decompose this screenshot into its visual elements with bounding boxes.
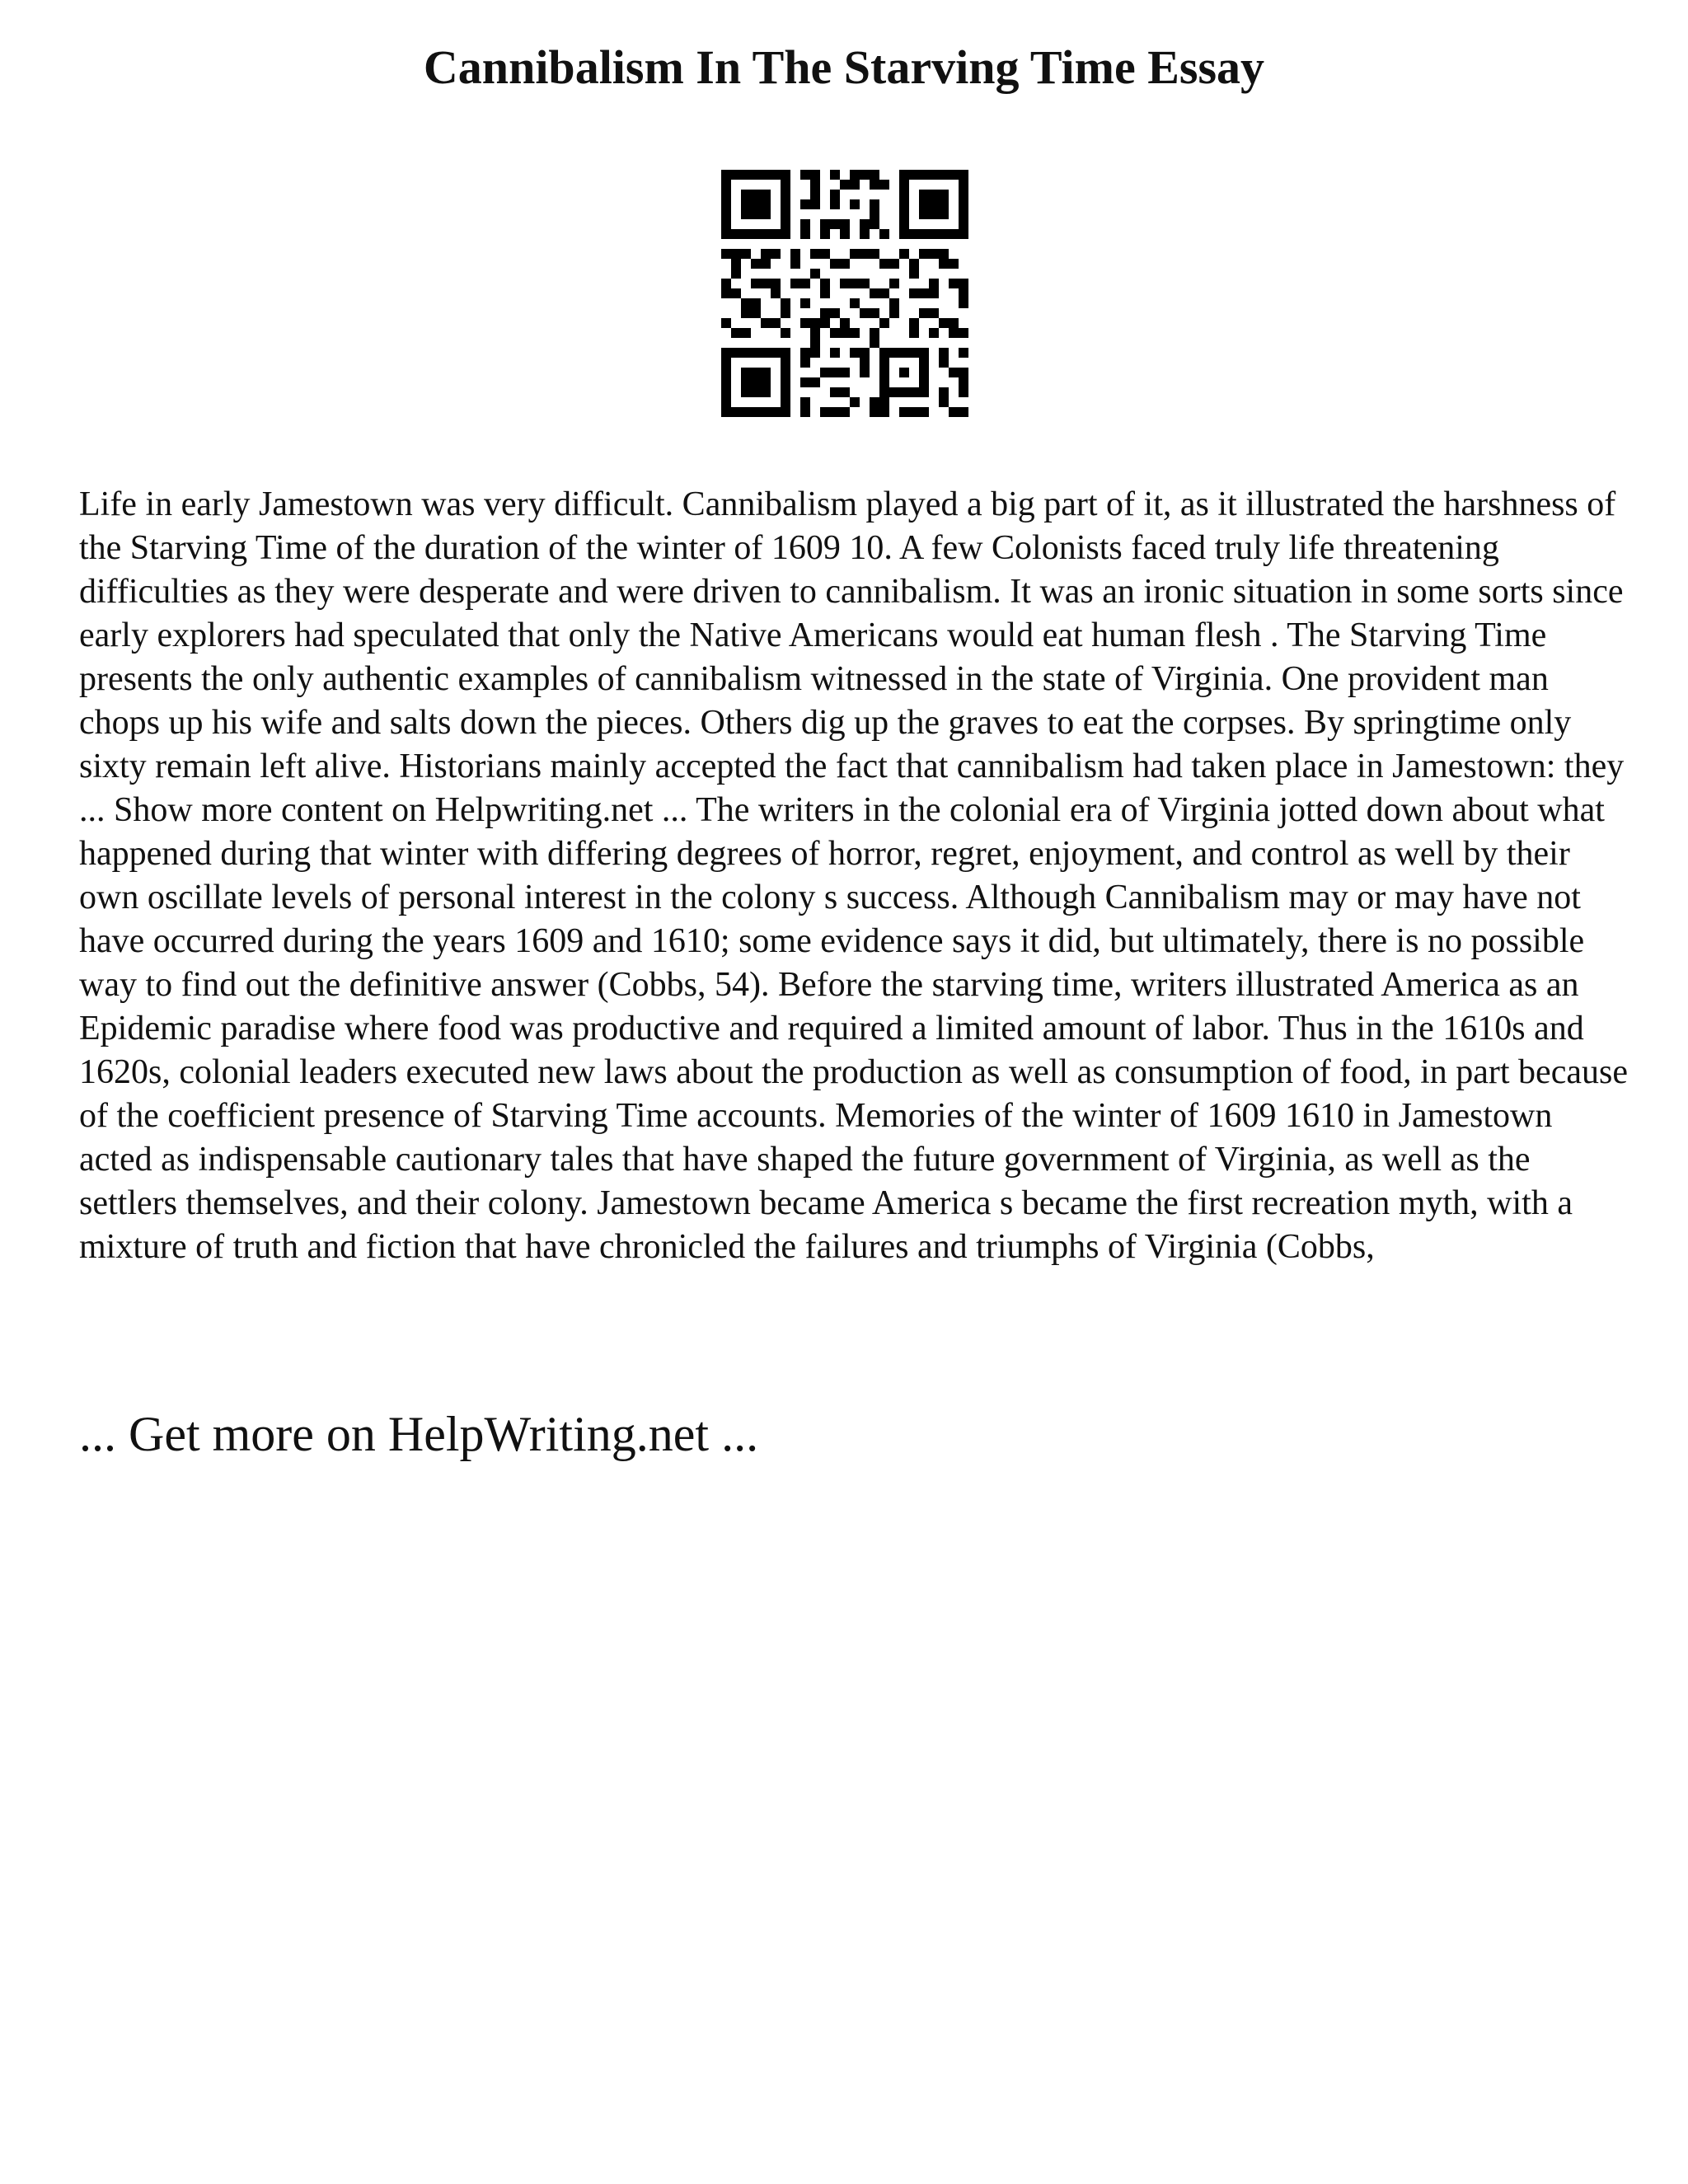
page-title: Cannibalism In The Starving Time Essay <box>423 40 1265 94</box>
essay-excerpt: Life in early Jamestown was very difficult. Cannibalism played a big part of it, as it illustrated the harshness of the Starving Time of the duration of the winter of 1609 10. A few Colonists faced truly life threatening difficulties as they were desperate and were driven to cannibalism. It was an ironic situation in some sorts since early explorers had speculated that only the Native Americans would eat human flesh . The Starving Time presents the only authentic examples of cannibalism witnessed in the state of Virginia. One provident man chops up his wife and salts down the pieces. Others dig up the graves to eat the corpses. By springtime only sixty remain left alive. Historians mainly accepted the fact that cannibalism had taken place in Jamestown: they ... Show more content on Helpwriting.net ... The writers in the colonial era of Virginia jotted down about what happened during that winter with differing degrees of horror, regret, enjoyment, and control as well by their own oscillate levels of personal interest in the colony s success. Although Cannibalism may or may have not have occurred during the years 1609 and 1610; some evidence says it did, but ultimately, there is no possible way to find out the definitive answer (Cobbs, 54). Before the starving time, writers illustrated America as an Epidemic paradise where food was productive and required a limited amount of labor. Thus in the 1610s and 1620s, colonial leaders executed new laws about the production as well as consumption of food, in part because of the coefficient presence of Starving Time accounts. Memories of the winter of 1609 1610 in Jamestown acted as indispensable cautionary tales that have shaped the future government of Virginia, as well as the settlers themselves, and their colony. Jamestown became America s became the first recreation myth, with a mixture of truth and fiction that have chronicled the failures and triumphs of Virginia (Cobbs, <box>79 485 1628 1266</box>
qr-code-icon[interactable] <box>721 170 968 417</box>
get-more-link[interactable]: ... Get more on HelpWriting.net ... <box>79 1407 759 1461</box>
